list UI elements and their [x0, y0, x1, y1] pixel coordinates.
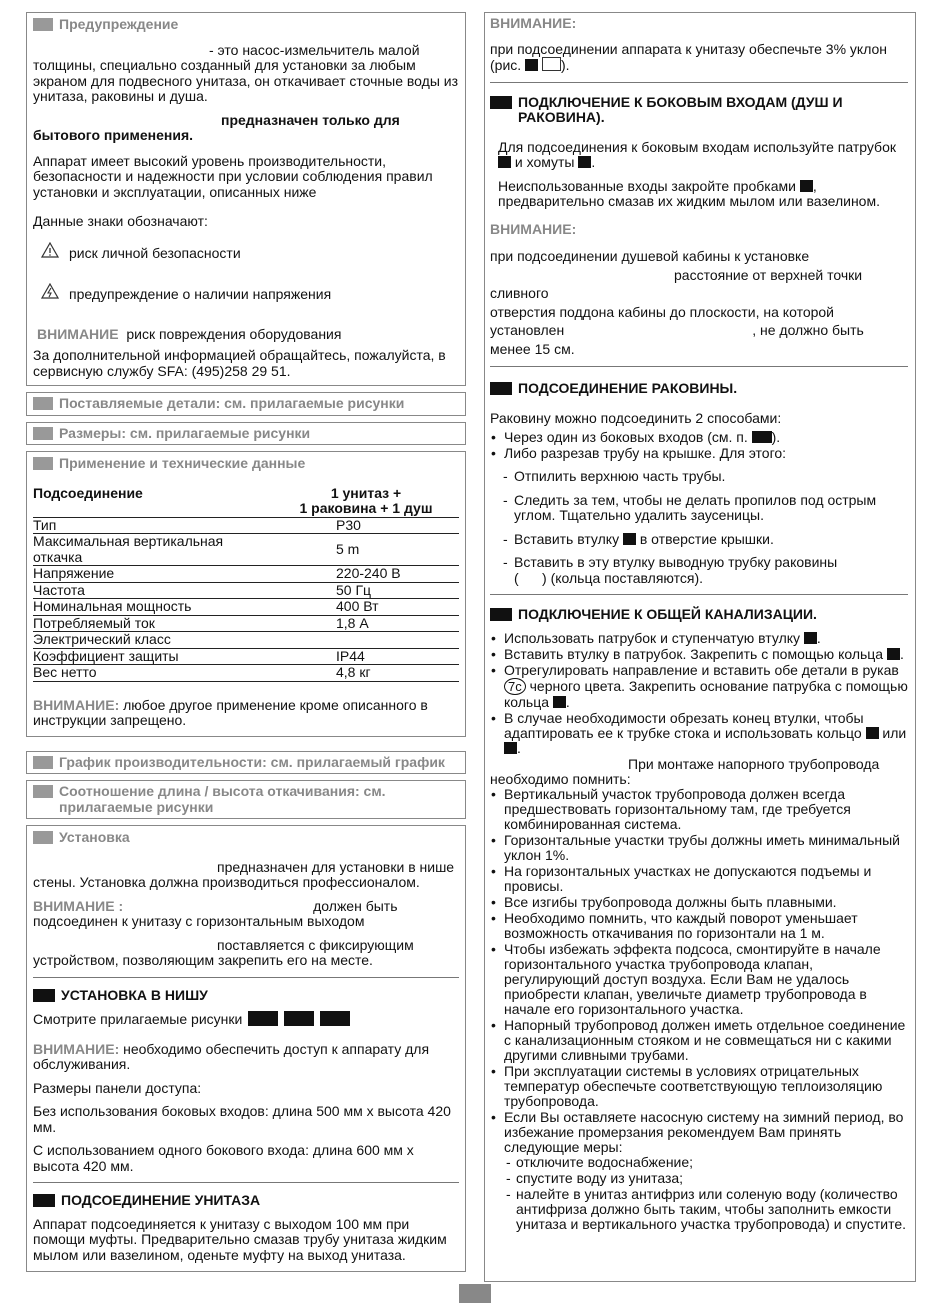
- table-row: [33, 534, 459, 566]
- list-item: • На горизонтальных участках не допускаются подъемы и провисы.: [504, 864, 908, 894]
- intro-paragraph-2: [33, 113, 459, 144]
- ratio-heading: [33, 784, 459, 815]
- table-row: [33, 615, 459, 632]
- sink-heading: [490, 381, 908, 397]
- figure-ref-icon: [525, 59, 538, 71]
- spec-label: Вес нетто: [33, 665, 273, 682]
- performance-title: График производительности: см. прилагаемый график: [59, 753, 445, 770]
- section-marker-icon: [33, 831, 53, 844]
- panel-size-1: Без использования боковых входов: длина 500 мм х высота 420 мм.: [33, 1103, 451, 1135]
- divider: [33, 977, 459, 978]
- slope-warning-text: при подсоединении аппарата к унитазу обеспечьте 3% уклон (рис.: [490, 40, 888, 73]
- table-row: [33, 582, 459, 599]
- sewer-step-4-or: или: [882, 724, 907, 741]
- tech-data-heading: [33, 456, 459, 472]
- section-marker-icon: [33, 397, 53, 410]
- install-warn-a: должен быть: [313, 897, 398, 914]
- shower-warn-l5a: установлен: [490, 322, 565, 338]
- install-paragraph-1: предназначен для установки в нише стены. Установка должна производиться профессионалом.: [33, 858, 455, 890]
- left-column: [26, 12, 466, 1278]
- panel-sizes: Размеры панели доступа:: [33, 1079, 202, 1096]
- shower-warning-line: [490, 321, 908, 340]
- divider: [33, 1182, 459, 1183]
- sink-title: ПОДСОЕДИНЕНИЕ РАКОВИНЫ.: [518, 380, 738, 396]
- warning-section: [26, 12, 466, 386]
- side-p2a: Неиспользованные входы закройте пробками: [498, 177, 796, 194]
- spec-value: IP44: [273, 648, 459, 665]
- sewer-heading: [490, 607, 908, 623]
- list-item: - Следить за тем, чтобы не делать пропилов под острым углом. Тщательно удалить заусеницы.: [514, 493, 908, 524]
- ratio-section: [26, 780, 466, 819]
- toilet-heading: [33, 1193, 459, 1209]
- list-item: • Отрегулировать направление и вставить обе детали в рукав 7c черного цвета. Закрепить основание патрубка с помощью кольца .: [504, 663, 908, 710]
- sink-d3b: в отверстие крышки.: [639, 530, 774, 547]
- spec-value: [273, 632, 459, 649]
- spec-label: Электрический класс: [33, 632, 273, 649]
- spec-value: 400 Вт: [273, 599, 459, 616]
- figure-ref-icon: [800, 180, 813, 192]
- section-marker-icon: [33, 18, 53, 31]
- shower-warning-line: сливного: [490, 285, 549, 301]
- intro-p2b: бытового применения.: [33, 127, 194, 143]
- section-marker-icon: [490, 96, 512, 109]
- voltage-warning-icon: [41, 283, 59, 303]
- attention-label: ВНИМАНИЕ:: [490, 15, 577, 31]
- list-item: • Чтобы избежать эффекта подсоса, смонтируйте в начале горизонтального участка трубопровода клапан, регулирующий доступ воздуха. Если Вам не удалось приобрести клапан, увеличьте диаметр трубопровода в начале его горизонтального участка.: [504, 942, 908, 1017]
- list-item: • При эксплуатации системы в условиях отрицательных температур обеспечьте соответствующую теплоизоляцию трубопровода.: [504, 1064, 908, 1109]
- sign-voltage-text: предупреждение о наличии напряжения: [69, 286, 332, 302]
- intro-p2a: предназначен только для: [221, 111, 400, 128]
- figure-ref-box-icon: [542, 57, 561, 71]
- pressure-rules: [490, 787, 908, 1232]
- sink-d4b: (кольца поставляются).: [550, 569, 703, 586]
- sewer-step-3b: черного цвета. Закрепить основание патрубка с помощью кольца: [504, 677, 908, 710]
- list-item: - Вставить в эту втулку выводную трубку раковины ( ) (кольца поставляются).: [514, 555, 908, 586]
- page-number-tab: [459, 1284, 491, 1303]
- intro-paragraph-3: Аппарат имеет высокий уровень производительности, безопасности и надежности при условии соблюдения правил установки и эксплуатации, описанных ниже: [33, 152, 433, 200]
- ratio-title: Соотношение длина / высота откачивания: см. прилагаемые рисунки: [59, 783, 386, 815]
- attention-label: ВНИМАНИЕ :: [33, 897, 124, 914]
- table-row: [33, 566, 459, 583]
- section-marker-icon: [33, 457, 53, 470]
- spec-label: Тип: [33, 517, 273, 534]
- niche-see-text: Смотрите прилагаемые рисунки: [33, 1011, 243, 1027]
- side-p1b: и хомуты: [514, 154, 575, 170]
- attention-label: ВНИМАНИЕ:: [33, 1040, 120, 1057]
- list-item: • Вертикальный участок трубопровода должен всегда предшествовать горизонтальному там, где требуется комбинированная система.: [504, 787, 908, 832]
- sewer-title: ПОДКЛЮЧЕНИЕ К ОБЩЕЙ КАНАЛИЗАЦИИ.: [518, 606, 817, 622]
- installation-heading: [33, 830, 459, 846]
- spec-connection-value: [273, 486, 459, 518]
- figure-ref-icon: [623, 533, 636, 545]
- toilet-title: ПОДСОЕДИНЕНИЕ УНИТАЗА: [61, 1192, 261, 1208]
- attention-label: ВНИМАНИЕ:: [490, 220, 577, 237]
- shower-warning: [490, 247, 908, 358]
- list-item: • Вставить втулку в патрубок. Закрепить с помощью кольца .: [504, 647, 908, 662]
- spec-value: 220-240 В: [273, 566, 459, 583]
- spec-label: Напряжение: [33, 566, 273, 583]
- slope-warning-end: ).: [560, 57, 570, 73]
- contact-info: За дополнительной информацией обращайтесь, пожалуйста, в сервисную службу SFA: (495)258 29 51.: [33, 347, 446, 379]
- sign-safety-text: риск личной безопасности: [69, 244, 241, 261]
- spec-label: Номинальная мощность: [33, 599, 273, 616]
- install-paragraph-3: [33, 938, 459, 969]
- sink-d3a: Вставить втулку: [514, 530, 620, 547]
- winter-intro: Если Вы оставляете насосную систему на зимний период, во избежание промерзания рекомендуем Вам принять следующие меры:: [504, 1108, 904, 1155]
- tech-data-title: Применение и технические данные: [59, 455, 306, 471]
- warning-triangle-icon: [41, 242, 59, 262]
- list-item: - отключите водоснабжение;: [516, 1155, 908, 1170]
- performance-heading: [33, 755, 459, 771]
- side-p1a: Для подсоединения к боковым входам используйте патрубок: [498, 138, 896, 155]
- spec-value: 50 Гц: [273, 582, 459, 599]
- section-marker-icon: [490, 608, 512, 621]
- sink-methods: [490, 430, 908, 461]
- sewer-step-4a: В случае необходимости обрезать конец втулки, чтобы адаптировать ее к трубке стока и использовать кольцо: [504, 709, 864, 741]
- pressure-a: При монтаже напорного трубопровода: [628, 755, 880, 772]
- section-marker-icon: [33, 785, 53, 798]
- divider: [490, 366, 908, 367]
- figure-ref-icon: [320, 1011, 350, 1026]
- list-item: • Горизонтальные участки трубы должны иметь минимальный уклон 1%.: [504, 833, 908, 863]
- side-inlets-heading: [490, 95, 908, 126]
- list-item: • В случае необходимости обрезать конец втулки, чтобы адаптировать ее к трубке стока и использовать кольцо или .: [504, 711, 908, 756]
- side-inlets-title: ПОДКЛЮЧЕНИЕ К БОКОВЫМ ВХОДАМ (ДУШ И РАКОВИНА).: [518, 93, 843, 125]
- spec-label: Максимальная вертикальная откачка: [33, 534, 273, 566]
- spec-connection-value-1: 1 унитаз +: [330, 484, 402, 501]
- niche-warning-text: необходимо обеспечить доступ к аппарату для обслуживания.: [33, 1040, 430, 1072]
- signs-intro: Данные знаки обозначают:: [33, 213, 208, 229]
- tech-data-section: [26, 451, 466, 737]
- sewer-step-3a: Отрегулировать направление и вставить обе детали в рукав: [504, 661, 899, 678]
- list-item: [504, 1110, 908, 1232]
- dimensions-section: [26, 422, 466, 446]
- spec-connection-value-2: 1 раковина + 1 душ: [299, 500, 433, 516]
- sink-d4a: Вставить в эту втулку выводную трубку раковины: [514, 554, 838, 570]
- supplied-parts-heading: [33, 396, 459, 412]
- sign-equipment-text: риск повреждения оборудования: [126, 325, 342, 342]
- intro-paragraph-1: - это насос-измельчитель малой толщины, специально созданный для установки за любым экраном для подвесного унитаза, он откачивает сточные воды из унитаза, раковины и душа.: [33, 41, 459, 104]
- shower-warning-line: расстояние от верхней точки: [674, 266, 863, 283]
- supplied-parts-title: Поставляемые детали: см. прилагаемые рисунки: [59, 395, 405, 411]
- sink-method-2: Либо разрезав трубу на крышке. Для этого:: [504, 445, 787, 461]
- section-marker-icon: [33, 427, 53, 440]
- warning-title: Предупреждение: [59, 16, 179, 32]
- sink-method-1: Через один из боковых входов (см. п.: [504, 429, 748, 445]
- tech-warning-text: любое другое применение кроме описанного в инструкции запрещено.: [33, 696, 428, 728]
- install-p3b: устройством, позволяющим закрепить его на месте.: [33, 952, 373, 968]
- spec-connection-row: [33, 486, 459, 518]
- installation-section: [26, 825, 466, 1272]
- figure-ref-icon: [887, 648, 900, 660]
- niche-heading: [33, 988, 459, 1004]
- installation-title: Установка: [59, 829, 130, 845]
- sewer-step-1: Использовать патрубок и ступенчатую втулку: [504, 629, 801, 646]
- niche-warning: [33, 1042, 459, 1073]
- list-item: • Через один из боковых входов (см. п. ).: [504, 430, 908, 445]
- slope-warning: [490, 42, 908, 74]
- figure-ref-icon: [578, 156, 591, 168]
- side-inlets-p2: Неиспользованные входы закройте пробками , предварительно смазав их жидким мылом или вазелином.: [498, 177, 880, 209]
- list-item: - Отпилить верхнюю часть трубы.: [514, 469, 908, 485]
- table-row: [33, 665, 459, 682]
- sink-steps: [500, 469, 908, 586]
- list-item: [504, 446, 908, 461]
- figure-circle-ref: 7c: [504, 678, 526, 695]
- pressure-b: необходимо помнить:: [490, 770, 631, 787]
- list-item: • Использовать патрубок и ступенчатую втулку .: [504, 631, 908, 646]
- install-warn-b: подсоединен к унитазу с горизонтальным выходом: [33, 913, 365, 929]
- table-row: [33, 599, 459, 616]
- sign-equipment: [37, 327, 459, 343]
- spec-label: Частота: [33, 582, 273, 599]
- section-marker-icon: [33, 989, 55, 1002]
- right-column: [484, 12, 914, 1237]
- panel-size-2: С использованием одного бокового входа: длина 600 мм х высота 420 мм.: [33, 1142, 414, 1174]
- shower-warn-l5b: , не должно быть: [752, 322, 864, 338]
- spec-connection-label: Подсоединение: [33, 486, 273, 518]
- spec-label: Потребляемый ток: [33, 615, 273, 632]
- side-inlets-p1: Для подсоединения к боковым входам используйте патрубок и хомуты .: [498, 138, 896, 170]
- install-p3a: поставляется с фиксирующим: [217, 936, 414, 953]
- list-item: • Напорный трубопровод должен иметь отдельное соединение с канализационным стояком и не совмещаться ни с какими другими сливными трубами.: [504, 1018, 908, 1063]
- figure-ref-icon: [284, 1011, 314, 1026]
- dimensions-title: Размеры: см. прилагаемые рисунки: [59, 424, 311, 441]
- divider: [490, 594, 908, 595]
- niche-see: [33, 1011, 459, 1028]
- dimensions-heading: [33, 426, 459, 442]
- section-marker-icon: [33, 756, 53, 769]
- pressure-intro: [490, 757, 908, 787]
- figure-ref-icon: [248, 1011, 278, 1026]
- sink-intro: Раковину можно подсоединить 2 способами:: [490, 409, 782, 426]
- table-row: [33, 517, 459, 534]
- warning-heading: [33, 17, 459, 33]
- attention-label: ВНИМАНИЕ: [37, 325, 119, 342]
- sewer-step-2: Вставить втулку в патрубок. Закрепить с помощью кольца: [504, 645, 884, 662]
- shower-warning-line: при подсоединении душевой кабины к установке: [490, 248, 810, 264]
- section-marker-icon: [490, 382, 512, 395]
- shower-warning-line: отверстия поддона кабины до плоскости, на которой: [490, 303, 834, 320]
- supplied-parts-section: [26, 392, 466, 416]
- list-item: - налейте в унитаз антифриз или соленую воду (количество антифриза должно быть таким, чтобы заполнить емкости унитаза и вертикального участка трубопровода) и спустите.: [516, 1187, 908, 1232]
- figure-ref-icon: [752, 431, 772, 443]
- toilet-text: Аппарат подсоединяется к унитазу с выходом 100 мм при помощи муфты. Предварительно смазав трубу унитаза жидким мылом или вазелином, оденьте муфту на выход унитаза.: [33, 1215, 447, 1263]
- shower-warning-line: менее 15 см.: [490, 340, 575, 357]
- install-warning: [33, 899, 459, 930]
- list-item: - спустите воду из унитаза;: [516, 1171, 908, 1186]
- figure-ref-icon: [504, 742, 517, 754]
- table-row: [33, 648, 459, 665]
- list-item: [514, 532, 908, 548]
- performance-section: [26, 751, 466, 775]
- divider: [490, 82, 908, 83]
- table-row: [33, 632, 459, 649]
- sewer-steps: [490, 631, 908, 756]
- sign-safety: [33, 242, 459, 262]
- figure-ref-icon: [498, 156, 511, 168]
- tech-warning: [33, 698, 459, 729]
- spec-value: 1,8 А: [273, 615, 459, 632]
- list-item: • Все изгибы трубопровода должны быть плавными.: [504, 895, 908, 910]
- spec-value: 4,8 кг: [273, 665, 459, 682]
- niche-title: УСТАНОВКА В НИШУ: [61, 986, 208, 1003]
- section-marker-icon: [33, 1194, 55, 1207]
- spec-value: 5 m: [273, 534, 459, 566]
- figure-ref-icon: [553, 696, 566, 708]
- spec-table: [33, 486, 459, 682]
- figure-ref-icon: [866, 727, 879, 739]
- side-inlets-body: [490, 140, 908, 210]
- attention-label: ВНИМАНИЕ:: [33, 696, 120, 713]
- figure-ref-icon: [804, 632, 817, 644]
- winter-steps: [504, 1155, 908, 1232]
- list-item: • Необходимо помнить, что каждый поворот уменьшает возможность откачивания по горизонтали на 1 м.: [504, 911, 908, 941]
- spec-label: Коэффициент защиты: [33, 648, 273, 665]
- side-p2b: предварительно смазав их жидким мылом или вазелином.: [498, 193, 880, 209]
- spec-value: P30: [273, 517, 459, 534]
- sign-voltage: [33, 283, 459, 303]
